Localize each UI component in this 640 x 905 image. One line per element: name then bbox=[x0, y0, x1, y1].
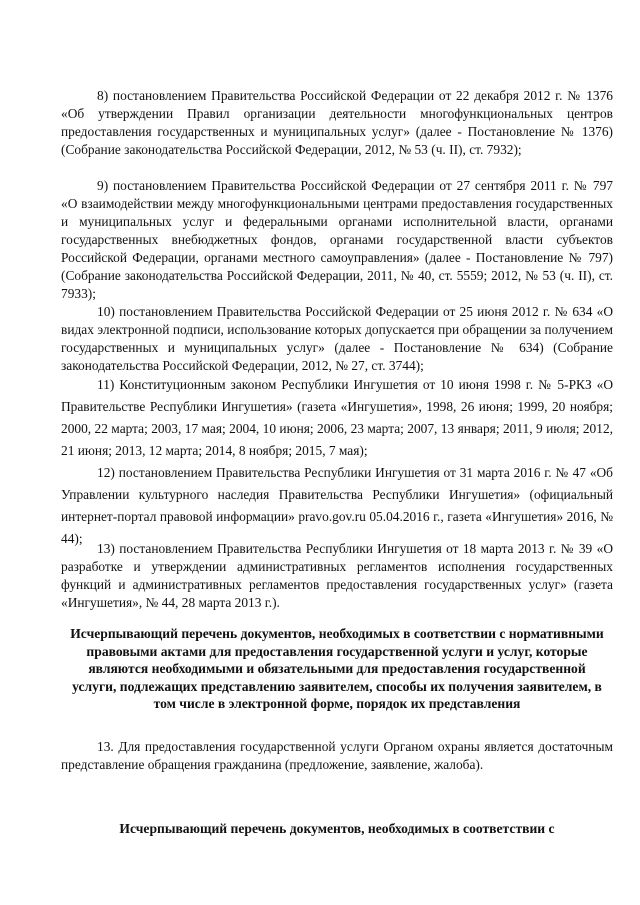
paragraph-item-10: 10) постановлением Правительства Российской Федерации от 25 июня 2012 г. № 634 «О видах электронной подписи, использование которых допускается при обращении за получением государственных и муниципальных услуг» (далее - Постановление № 634) (Собрание законодательства Российской Федерации, 2012, № 27, ст. 3744); bbox=[61, 304, 613, 373]
section-heading: Исчерпывающий перечень документов, необходимых в соответствии с нормативными правовыми актами для предоставления государственной услуги и услуг, которые являются необходимыми и обязательными для предоставления государственной услуги, подлежащих представлению заявителем, способы их получения заявителем, в том числе в электронной форме, порядок их представления bbox=[70, 626, 604, 711]
paragraph-item-12: 12) постановлением Правительства Республики Ингушетия от 31 марта 2016 г. № 47 «Об Управлении культурного наследия Правительства Республики Ингушетия» (официальный интернет-портал правовой информации» pravo.gov.ru 05.04.2016 г., газета «Ингушетия» 2016, № 44); bbox=[61, 465, 613, 546]
paragraph-point-13: 13. Для предоставления государственной услуги Органом охраны является достаточным представление обращения гражданина (предложение, заявление, жалоба). bbox=[61, 739, 613, 772]
paragraph-item-8: 8) постановлением Правительства Российской Федерации от 22 декабря 2012 г. № 1376 «Об утверждении Правил организации деятельности многофункциональных центров предоставления государственных и муниципальных услуг» (далее - Постановление № 1376) (Собрание законодательства Российской Федерации, 2012, № 53 (ч. II), ст. 7932); bbox=[61, 88, 613, 157]
paragraph-item-13: 13) постановлением Правительства Республики Ингушетия от 18 марта 2013 г. № 39 «О разработке и утверждении административных регламентов исполнения государственных функций и административных регламентов предоставления государственных услуг» (газета «Ингушетия», № 44, 28 марта 2013 г.). bbox=[61, 541, 613, 610]
paragraph-item-11: 11) Конституционным законом Республики Ингушетия от 10 июня 1998 г. № 5-РКЗ «О Правительстве Республики Ингушетия» (газета «Ингушетия», 1998, 26 июня; 1999, 20 ноября; 2000, 22 марта; 2003, 17 мая; 2004, 10 июня; 2006, 23 марта; 2007, 13 января; 2011, 9 июля; 2012, 21 июня; 2013, 12 марта; 2014, 8 ноября; 2015, 7 мая); bbox=[61, 377, 613, 458]
paragraph-item-9: 9) постановлением Правительства Российской Федерации от 27 сентября 2011 г. № 797 «О взаимодействии между многофункциональными центрами предоставления государственных и муниципальных услуг и федеральными органами исполнительной власти, органами государственных внебюджетных фондов, органами государственной власти субъектов Российской Федерации, органами местного самоуправления» (далее - Постановление № 797) (Собрание законодательства Российской Федерации, 2011, № 40, ст. 5559; 2012, № 53 (ч. II), ст. 7933); bbox=[61, 178, 613, 301]
section-heading-next: Исчерпывающий перечень документов, необходимых в соответствии с bbox=[119, 821, 555, 836]
